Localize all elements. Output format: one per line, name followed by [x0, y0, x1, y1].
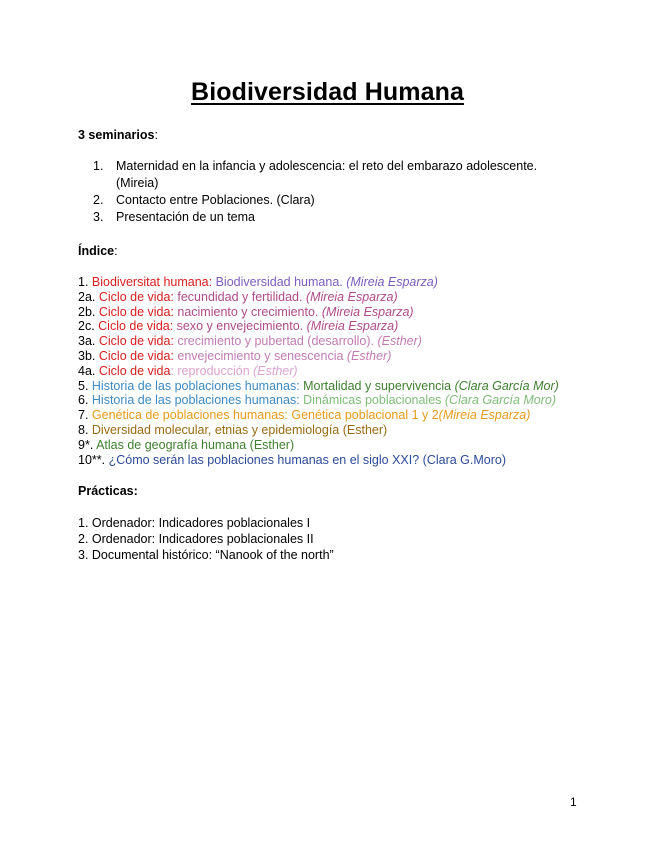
index-item-number: 9*.: [78, 437, 97, 452]
index-item-number: 2a.: [78, 289, 99, 304]
index-heading-label: Índice: [78, 244, 115, 258]
index-item-number: 1.: [78, 275, 92, 289]
index-item: [78, 453, 638, 468]
index-list: [78, 275, 638, 467]
seminar-item-text: Contacto entre Poblaciones. (Clara): [116, 193, 315, 207]
index-item-topic: Biodiversitat humana:: [91, 275, 213, 289]
index-item-author: (Esther): [343, 348, 392, 363]
index-item-subtitle: Biodiversidad humana.: [212, 275, 343, 289]
index-item-author: (Esther): [374, 334, 422, 349]
seminar-item-text: Maternidad en la infancia y adolescencia: el reto del embarazo adolescente. (Mireia): [116, 159, 538, 190]
seminar-item: [93, 192, 573, 209]
index-item-number: 4a.: [78, 363, 99, 378]
index-item-topic: Diversidad molecular, etnias y epidemiología (Esther): [91, 422, 388, 437]
index-heading-colon: :: [114, 244, 118, 258]
page-title: Biodiversidad Humana: [191, 78, 464, 106]
seminars-heading-label: 3 seminarios: [78, 128, 155, 142]
index-item-topic: ¿Cómo serán las poblaciones humanas en el siglo XXI? (Clara G.Moro): [108, 452, 506, 467]
index-item-topic: Ciclo de vida:: [98, 319, 174, 334]
index-item: [78, 408, 638, 423]
practice-item: 2. Ordenador: Indicadores poblacionales II: [78, 532, 314, 546]
index-item-number: 2c.: [78, 319, 99, 334]
index-item-number: 2b.: [78, 304, 99, 319]
index-item-topic: Ciclo de vida:: [98, 289, 174, 304]
index-item-number: 10**.: [78, 452, 109, 467]
practice-item: 1. Ordenador: Indicadores poblacionales I: [78, 516, 311, 530]
index-item-subtitle: Dinámicas poblacionales: [299, 393, 442, 408]
index-item-subtitle: : reproducción: [170, 363, 250, 378]
index-item-topic: Atlas de geografía humana (Esther): [96, 437, 295, 452]
index-item-subtitle: Mortalidad y supervivencia: [299, 378, 452, 393]
practice-item: 3. Documental histórico: “Nanook of the north”: [78, 548, 334, 562]
seminar-item-number: 1.: [93, 159, 104, 173]
seminar-item: [93, 209, 573, 226]
seminar-item-text: Presentación de un tema: [116, 210, 255, 224]
index-item-author: (Mireia Esparza): [303, 319, 399, 334]
index-item: [78, 423, 638, 438]
seminar-item-number: 2.: [93, 193, 104, 207]
index-item-subtitle: fecundidad y fertilidad.: [173, 289, 303, 304]
index-item-topic: Genética de poblaciones humanas:: [91, 408, 288, 423]
index-item: [78, 334, 638, 349]
index-item-topic: Ciclo de vida:: [98, 334, 174, 349]
index-item: [78, 305, 638, 320]
index-item-number: 7.: [78, 408, 92, 423]
seminar-item: [93, 158, 573, 192]
index-item: [78, 319, 638, 334]
index-item: [78, 393, 638, 408]
index-item-topic: Ciclo de vida:: [98, 304, 174, 319]
index-item: [78, 379, 638, 394]
index-item: [78, 438, 638, 453]
seminars-heading-colon: :: [154, 128, 158, 142]
index-item-author: (Clara García Moro): [441, 393, 557, 408]
page-number: 1: [570, 795, 577, 809]
index-item-topic: Ciclo de vida: [98, 363, 171, 378]
index-item-subtitle: sexo y envejecimiento.: [173, 319, 304, 334]
index-item-topic: Ciclo de vida:: [98, 348, 174, 363]
index-item-author: (Clara García Mor): [451, 378, 559, 393]
practicas-heading: [78, 484, 138, 498]
index-item: [78, 290, 638, 305]
index-item-author: (Mireia Esparza): [342, 275, 438, 289]
practicas-heading-label: Prácticas:: [78, 484, 138, 498]
index-item-topic: Historia de las poblaciones humanas:: [91, 378, 300, 393]
index-item-number: 6.: [78, 393, 92, 408]
index-item-topic: Historia de las poblaciones humanas:: [91, 393, 300, 408]
seminar-list: [93, 158, 573, 226]
index-item: [78, 364, 638, 379]
index-item-number: 5.: [78, 378, 92, 393]
index-item-author: (Mireia Esparza): [318, 304, 414, 319]
index-item: [78, 349, 638, 364]
index-item-number: 3a.: [78, 334, 99, 349]
index-item-subtitle: nacimiento y crecimiento.: [173, 304, 319, 319]
seminars-heading: [78, 128, 158, 142]
practice-list: [78, 515, 334, 563]
index-item-subtitle: envejecimiento y senescencia: [173, 348, 344, 363]
seminar-item-number: 3.: [93, 210, 104, 224]
index-item-subtitle: crecimiento y pubertad (desarrollo).: [173, 334, 374, 349]
index-item-author: (Mireia Esparza): [302, 289, 398, 304]
index-heading: [78, 244, 118, 258]
index-item: [78, 275, 638, 290]
index-item-number: 3b.: [78, 348, 99, 363]
index-item-author: (Esther): [249, 363, 298, 378]
index-item-number: 8.: [78, 422, 92, 437]
index-item-subtitle: Genética poblacional 1 y 2: [287, 408, 439, 423]
index-item-author: (Mireia Esparza): [438, 408, 531, 423]
